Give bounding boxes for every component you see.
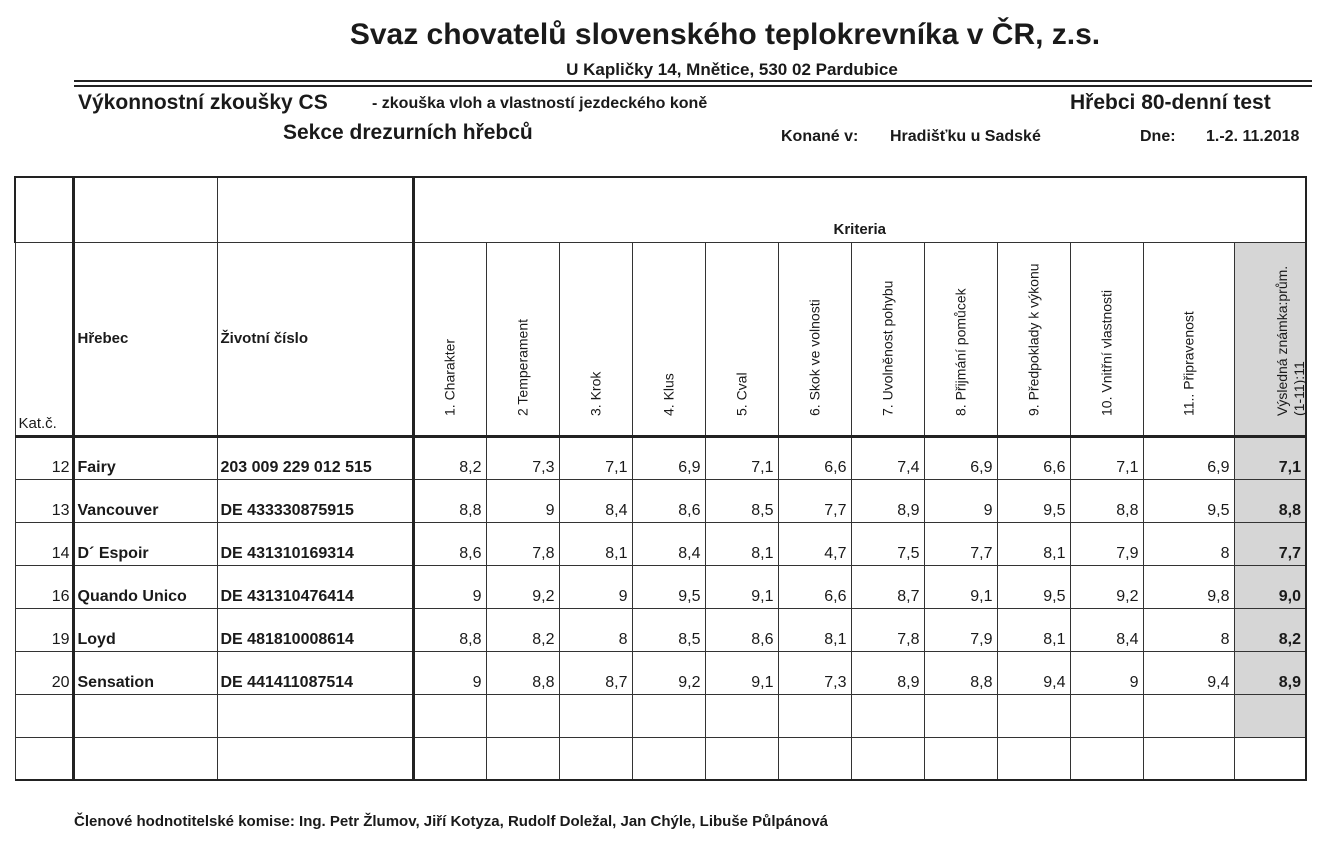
score-cell: 8	[559, 608, 632, 651]
empty-cell	[413, 694, 486, 737]
score-cell: 9,5	[1143, 479, 1234, 522]
score-cell: 9,2	[486, 565, 559, 608]
table-header-top-row	[15, 177, 1306, 242]
score-cell: 9	[413, 565, 486, 608]
empty-cell	[486, 737, 559, 780]
score-cell: 8,7	[851, 565, 924, 608]
col-header-criterion-6	[778, 242, 851, 436]
col-header-criterion-5	[705, 242, 778, 436]
empty-cell	[632, 694, 705, 737]
empty-cell	[778, 694, 851, 737]
table-row	[15, 608, 1306, 651]
empty-cell	[924, 694, 997, 737]
score-cell: 4,7	[778, 522, 851, 565]
empty-cell	[1234, 737, 1306, 780]
col-header-life-number: Životní číslo	[217, 242, 413, 436]
empty-cell	[924, 737, 997, 780]
results-table	[14, 176, 1307, 781]
empty-cell	[486, 694, 559, 737]
score-cell: 7,7	[924, 522, 997, 565]
criterion-label: 4. Klus	[660, 372, 676, 416]
empty-cell	[73, 694, 217, 737]
horse-name: Quando Unico	[73, 565, 217, 608]
section-title: Sekce drezurních hřebců	[283, 121, 533, 144]
score-cell: 8,2	[413, 436, 486, 479]
col-header-final	[1234, 242, 1306, 436]
criterion-label: 6. Skok ve volnosti	[806, 298, 822, 416]
empty-cell	[632, 737, 705, 780]
score-cell: 8,1	[997, 608, 1070, 651]
score-cell: 9,1	[705, 651, 778, 694]
life-number: DE 431310169314	[217, 522, 413, 565]
col-header-criterion-10	[1070, 242, 1143, 436]
horse-name: Sensation	[73, 651, 217, 694]
score-cell: 6,9	[924, 436, 997, 479]
score-cell: 8,8	[1070, 479, 1143, 522]
criterion-label: 11.. Připravenost	[1180, 310, 1196, 416]
criterion-label: 9. Předpoklady k výkonu	[1025, 262, 1041, 416]
empty-cell	[997, 737, 1070, 780]
life-number: DE 431310476414	[217, 565, 413, 608]
score-cell: 7,3	[778, 651, 851, 694]
header-empty-horse	[73, 177, 217, 242]
empty-cell	[217, 737, 413, 780]
criteria-group-header: Kriteria	[413, 177, 1306, 242]
kat-cell: 13	[15, 479, 73, 522]
commission-members: Členové hodnotitelské komise: Ing. Petr Žlumov, Jiří Kotyza, Rudolf Doležal, Jan Chýle, Libuše Půlpánová	[74, 813, 829, 830]
final-score: 8,9	[1234, 651, 1306, 694]
criterion-label: 7. Uvolněnost pohybu	[879, 280, 895, 416]
organization-name: Svaz chovatelů slovenského teplokrevníka v ČR, z.s.	[349, 18, 1101, 51]
criterion-label: 2 Temperament	[514, 318, 530, 416]
col-header-criterion-2	[486, 242, 559, 436]
score-cell: 9,4	[997, 651, 1070, 694]
kat-cell: 16	[15, 565, 73, 608]
score-cell: 8,5	[632, 608, 705, 651]
final-score: 8,2	[1234, 608, 1306, 651]
empty-cell	[217, 694, 413, 737]
final-score: 7,7	[1234, 522, 1306, 565]
horse-name: D´ Espoir	[73, 522, 217, 565]
table-row	[15, 565, 1306, 608]
horse-name: Fairy	[73, 436, 217, 479]
horse-name: Loyd	[73, 608, 217, 651]
test-title: Výkonnostní zkoušky CS	[78, 91, 328, 114]
final-score: 8,8	[1234, 479, 1306, 522]
score-cell: 8,1	[705, 522, 778, 565]
criterion-label: 3. Krok	[587, 371, 603, 416]
test-type: Hřebci 80-denní test	[1070, 91, 1271, 114]
score-cell: 7,9	[924, 608, 997, 651]
score-cell: 7,1	[705, 436, 778, 479]
criterion-label: 1. Charakter	[441, 338, 458, 416]
score-cell: 7,4	[851, 436, 924, 479]
score-cell: 8,7	[559, 651, 632, 694]
score-cell: 6,6	[778, 436, 851, 479]
col-header-criterion-1	[413, 242, 486, 436]
empty-cell	[997, 694, 1070, 737]
score-cell: 7,1	[559, 436, 632, 479]
score-cell: 9	[413, 651, 486, 694]
date-value: 1.-2. 11.2018	[1206, 128, 1300, 145]
kat-cell: 12	[15, 436, 73, 479]
score-cell: 7,5	[851, 522, 924, 565]
empty-cell	[1143, 737, 1234, 780]
score-cell: 8,8	[413, 608, 486, 651]
score-cell: 8,1	[997, 522, 1070, 565]
col-header-criterion-7	[851, 242, 924, 436]
score-cell: 8,2	[486, 608, 559, 651]
col-header-criterion-11	[1143, 242, 1234, 436]
score-cell: 8,5	[705, 479, 778, 522]
score-cell: 8,6	[413, 522, 486, 565]
empty-cell	[1143, 694, 1234, 737]
score-cell: 8,6	[632, 479, 705, 522]
score-cell: 8	[1143, 608, 1234, 651]
score-cell: 9,5	[997, 565, 1070, 608]
empty-cell	[851, 737, 924, 780]
life-number: DE 481810008614	[217, 608, 413, 651]
empty-cell	[1070, 737, 1143, 780]
header-empty-kat	[15, 177, 73, 242]
score-cell: 6,6	[778, 565, 851, 608]
score-cell: 7,7	[778, 479, 851, 522]
col-header-horse: Hřebec	[73, 242, 217, 436]
score-cell: 9,2	[1070, 565, 1143, 608]
empty-cell	[559, 694, 632, 737]
test-subtitle: - zkouška vloh a vlastností jezdeckého koně	[372, 95, 708, 112]
table-row	[15, 651, 1306, 694]
kat-cell: 19	[15, 608, 73, 651]
score-cell: 8,8	[413, 479, 486, 522]
score-cell: 9,4	[1143, 651, 1234, 694]
score-cell: 8,4	[632, 522, 705, 565]
col-header-criterion-3	[559, 242, 632, 436]
score-cell: 9	[486, 479, 559, 522]
score-cell: 8,9	[851, 651, 924, 694]
held-label: Konané v:	[781, 128, 859, 145]
life-number: DE 441411087514	[217, 651, 413, 694]
header-empty-life	[217, 177, 413, 242]
empty-cell	[559, 737, 632, 780]
table-row	[15, 522, 1306, 565]
empty-cell	[778, 737, 851, 780]
score-cell: 7,8	[851, 608, 924, 651]
header-rule-bottom	[74, 85, 1312, 87]
score-cell: 8,8	[924, 651, 997, 694]
life-number: DE 433330875915	[217, 479, 413, 522]
score-cell: 9,8	[1143, 565, 1234, 608]
criterion-label: 10. Vnitřní vlastnosti	[1098, 289, 1114, 416]
score-cell: 9,5	[997, 479, 1070, 522]
score-cell: 7,1	[1070, 436, 1143, 479]
date-label: Dne:	[1140, 128, 1176, 145]
score-cell: 8	[1143, 522, 1234, 565]
col-header-kat: Kat.č.	[15, 242, 73, 436]
score-cell: 8,4	[1070, 608, 1143, 651]
criterion-label: 8. Přijmání pomůcek	[952, 287, 968, 416]
empty-row	[15, 694, 1306, 737]
score-cell: 9,1	[705, 565, 778, 608]
life-number: 203 009 229 012 515	[217, 436, 413, 479]
table-row	[15, 436, 1306, 479]
score-cell: 9,2	[632, 651, 705, 694]
score-cell: 8,9	[851, 479, 924, 522]
score-cell: 9,5	[632, 565, 705, 608]
final-label-line1: Výsledná známka:prům.	[1273, 265, 1290, 416]
criterion-label: 5. Cval	[733, 371, 749, 416]
score-cell: 8,1	[559, 522, 632, 565]
score-cell: 6,6	[997, 436, 1070, 479]
table-header-row	[15, 242, 1306, 436]
score-cell: 8,1	[778, 608, 851, 651]
final-score: 9,0	[1234, 565, 1306, 608]
empty-cell	[705, 694, 778, 737]
empty-cell	[413, 737, 486, 780]
score-cell: 8,6	[705, 608, 778, 651]
empty-cell	[1234, 694, 1306, 737]
header-rule-top	[74, 80, 1312, 82]
score-cell: 7,9	[1070, 522, 1143, 565]
col-header-criterion-4	[632, 242, 705, 436]
col-header-criterion-8	[924, 242, 997, 436]
horse-name: Vancouver	[73, 479, 217, 522]
final-score: 7,1	[1234, 436, 1306, 479]
score-cell: 6,9	[1143, 436, 1234, 479]
final-label-line2: (1-11):11	[1290, 360, 1307, 416]
score-cell: 6,9	[632, 436, 705, 479]
score-cell: 8,8	[486, 651, 559, 694]
col-header-criterion-9	[997, 242, 1070, 436]
score-cell: 9,1	[924, 565, 997, 608]
score-cell: 8,4	[559, 479, 632, 522]
score-cell: 9	[1070, 651, 1143, 694]
empty-cell	[73, 737, 217, 780]
empty-cell	[15, 694, 73, 737]
empty-cell	[15, 737, 73, 780]
empty-row	[15, 737, 1306, 780]
score-cell: 9	[559, 565, 632, 608]
kat-cell: 14	[15, 522, 73, 565]
score-cell: 9	[924, 479, 997, 522]
empty-cell	[705, 737, 778, 780]
organization-address: U Kapličky 14, Mnětice, 530 02 Pardubice	[566, 60, 898, 79]
score-cell: 7,3	[486, 436, 559, 479]
empty-cell	[851, 694, 924, 737]
empty-cell	[1070, 694, 1143, 737]
kat-cell: 20	[15, 651, 73, 694]
held-place: Hradišťku u Sadské	[890, 128, 1041, 145]
table-row	[15, 479, 1306, 522]
score-cell: 7,8	[486, 522, 559, 565]
